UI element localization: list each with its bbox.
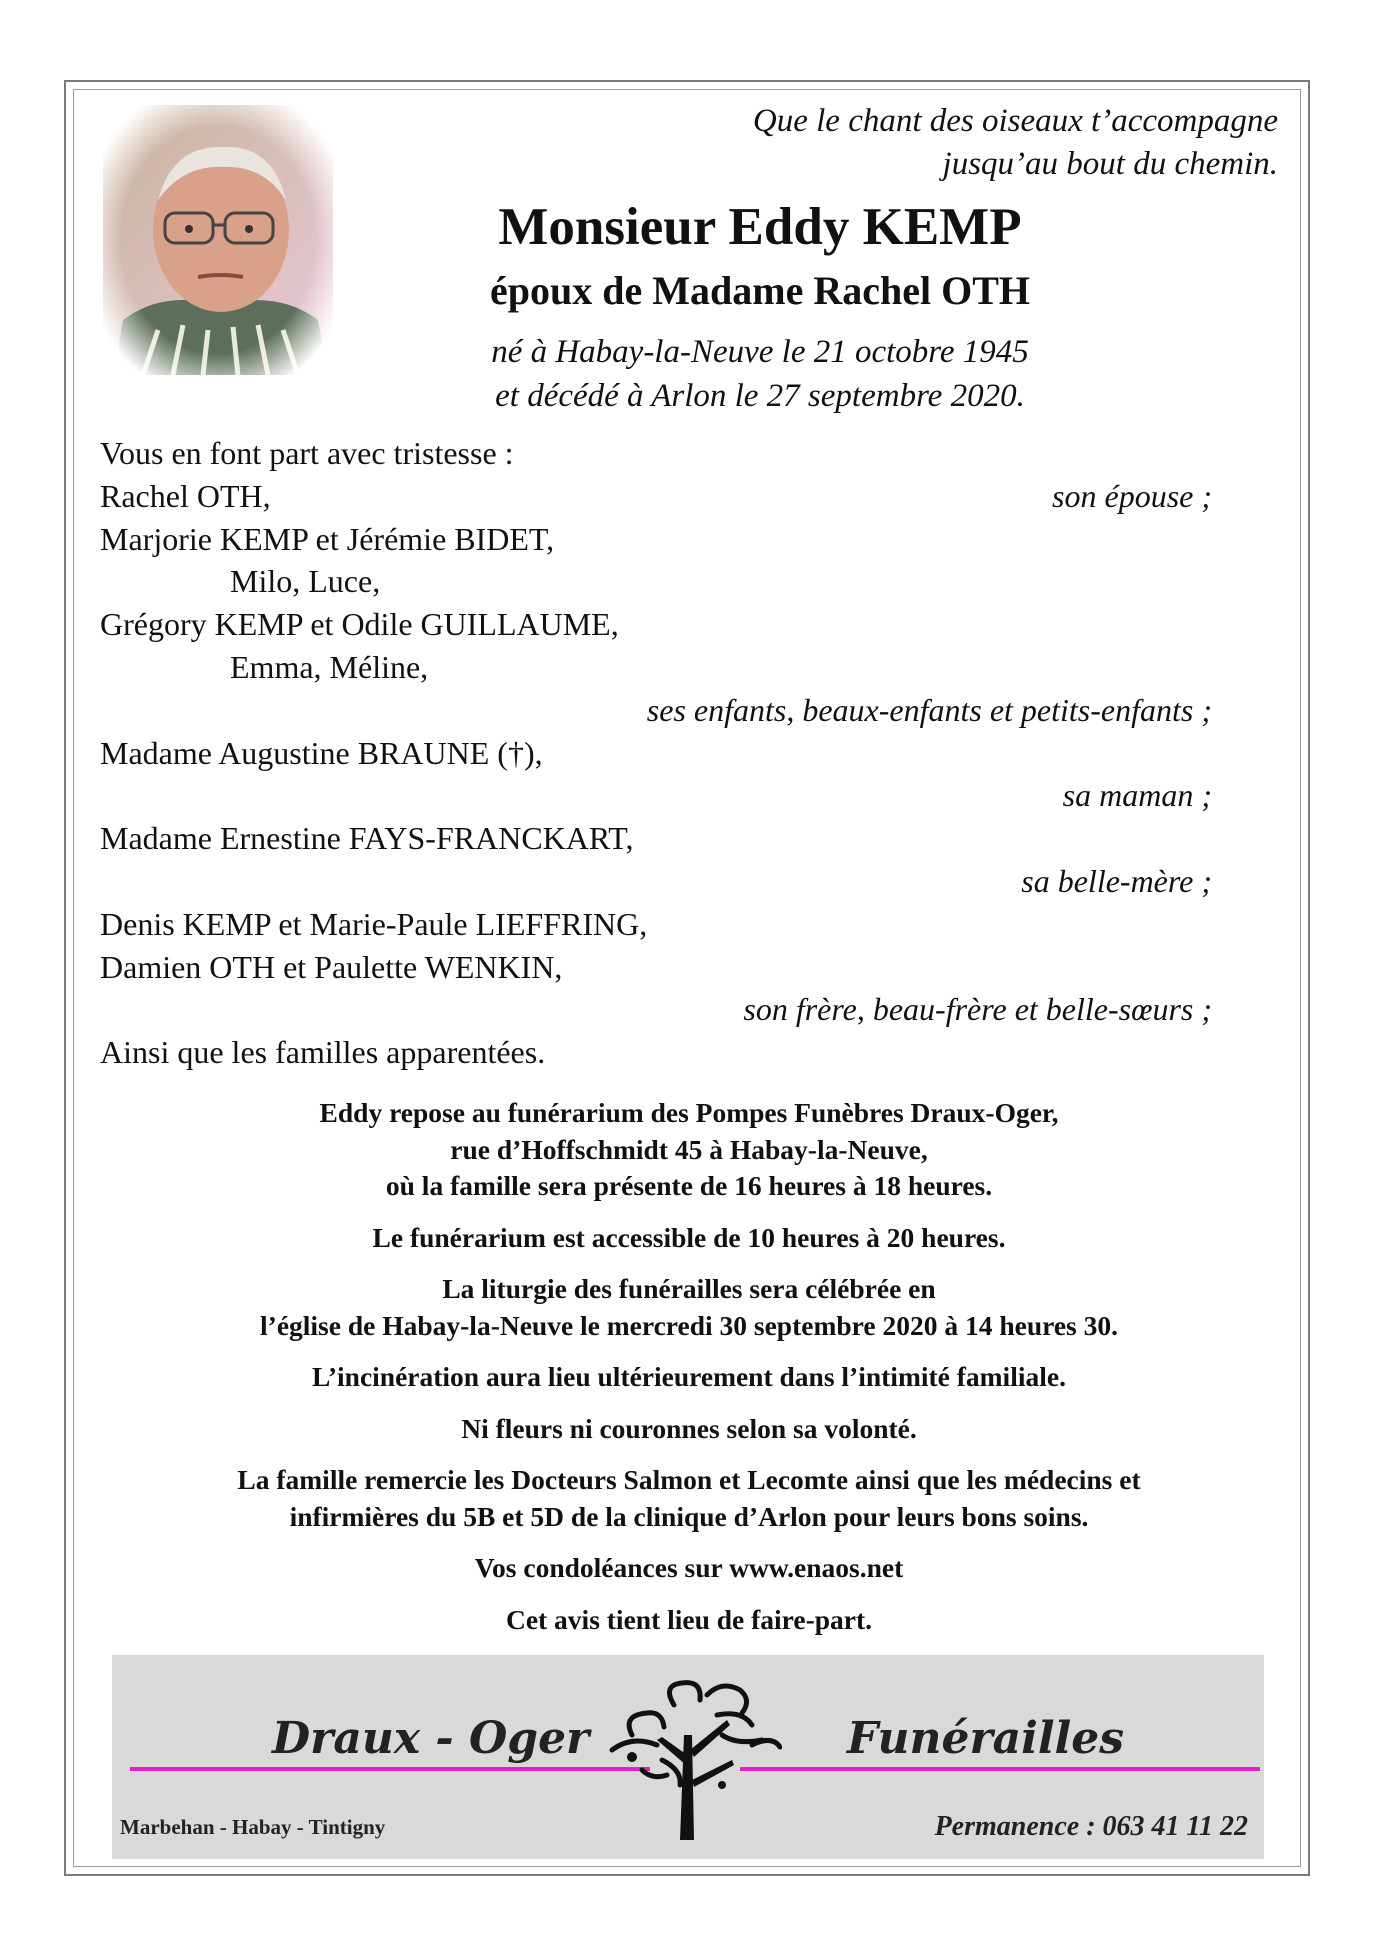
thanks-info: [80, 1462, 1298, 1535]
dates: [330, 330, 1190, 418]
deceased-name: Monsieur Eddy KEMP: [498, 198, 1022, 256]
family-row: Madame Ernestine FAYS-FRANCKART,: [100, 820, 634, 857]
family-row: Denis KEMP et Marie-Paule LIEFFRING,: [100, 905, 648, 942]
ceremony-info: [80, 1095, 1298, 1653]
family-relation: ses enfants, beaux-enfants et petits-enfants ;: [646, 691, 1212, 728]
permanence-phone: Permanence : 063 41 11 22: [934, 1811, 1248, 1842]
brand-tagline: Funérailles: [847, 1713, 1125, 1764]
notice-info: Cet avis tient lieu de faire-part.: [505, 1603, 873, 1635]
incineration-info: L’incinération aura lieu ultérieurement dans l’intimité familiale.: [312, 1361, 1066, 1392]
family-member: Rachel OTH,: [100, 477, 271, 514]
brand-name: Draux - Oger: [272, 1713, 590, 1764]
thanks-line-1: La famille remercie les Docteurs Salmon et Lecomte ainsi que les médecins et: [237, 1464, 1141, 1495]
family-relation: sa maman ;: [1062, 777, 1212, 814]
liturgy-line-1: La liturgie des funérailles sera célébrée en: [442, 1273, 936, 1304]
family-relation: sa belle-mère ;: [1021, 862, 1212, 899]
portrait-photo: [103, 105, 333, 375]
accent-line-left: [130, 1767, 650, 1771]
death-line: et décédé à Arlon le 27 septembre 2020.: [495, 378, 1025, 414]
family-row: Ainsi que les familles apparentées.: [100, 1034, 546, 1071]
family-row: [100, 475, 1212, 518]
liturgy-line-2: l’église de Habay-la-Neuve le mercredi 30 septembre 2020 à 14 heures 30.: [260, 1309, 1118, 1341]
funerarium-line-3: où la famille sera présente de 16 heures à 18 heures.: [385, 1170, 993, 1201]
family-intro: Vous en font part avec tristesse :: [100, 435, 514, 471]
family-list: [100, 432, 1212, 1074]
flowers-info: Ni fleurs ni couronnes selon sa volonté.: [461, 1412, 917, 1444]
funerarium-info: [80, 1095, 1298, 1205]
epigraph: [578, 100, 1278, 186]
family-row: Emma, Méline,: [230, 648, 429, 685]
epigraph-line-2: jusqu’au bout du chemin.: [942, 146, 1278, 182]
family-row: Milo, Luce,: [230, 563, 381, 600]
epigraph-line-1: Que le chant des oiseaux t’accompagne: [752, 103, 1278, 139]
funerarium-line-2: rue d’Hoffschmidt 45 à Habay-la-Neuve,: [450, 1133, 928, 1165]
tree-logo-icon: [602, 1675, 782, 1845]
locations: Marbehan - Habay - Tintigny: [120, 1815, 386, 1839]
family-relation: son épouse ;: [1052, 477, 1212, 514]
access-info: Le funérarium est accessible de 10 heures à 20 heures.: [372, 1221, 1006, 1253]
liturgy-info: [80, 1271, 1298, 1344]
thanks-line-2: infirmières du 5B et 5D de la clinique d’Arlon pour leurs bons soins.: [289, 1500, 1089, 1532]
funeral-home-banner: [112, 1655, 1264, 1859]
family-row: Marjorie KEMP et Jérémie BIDET,: [100, 520, 555, 557]
family-row: Madame Augustine BRAUNE (†),: [100, 734, 543, 771]
family-relation: son frère, beau-frère et belle-sœurs ;: [743, 991, 1212, 1028]
birth-line: né à Habay-la-Neuve le 21 octobre 1945: [491, 334, 1029, 370]
spouse-line: époux de Madame Rachel OTH: [490, 268, 1030, 313]
family-row: Damien OTH et Paulette WENKIN,: [100, 948, 563, 985]
condolences-info: Vos condoléances sur www.enaos.net: [474, 1552, 904, 1583]
funerarium-line-1: Eddy repose au funérarium des Pompes Funèbres Draux-Oger,: [319, 1097, 1059, 1128]
accent-line-right: [740, 1767, 1260, 1771]
family-row: Grégory KEMP et Odile GUILLAUME,: [100, 606, 619, 643]
